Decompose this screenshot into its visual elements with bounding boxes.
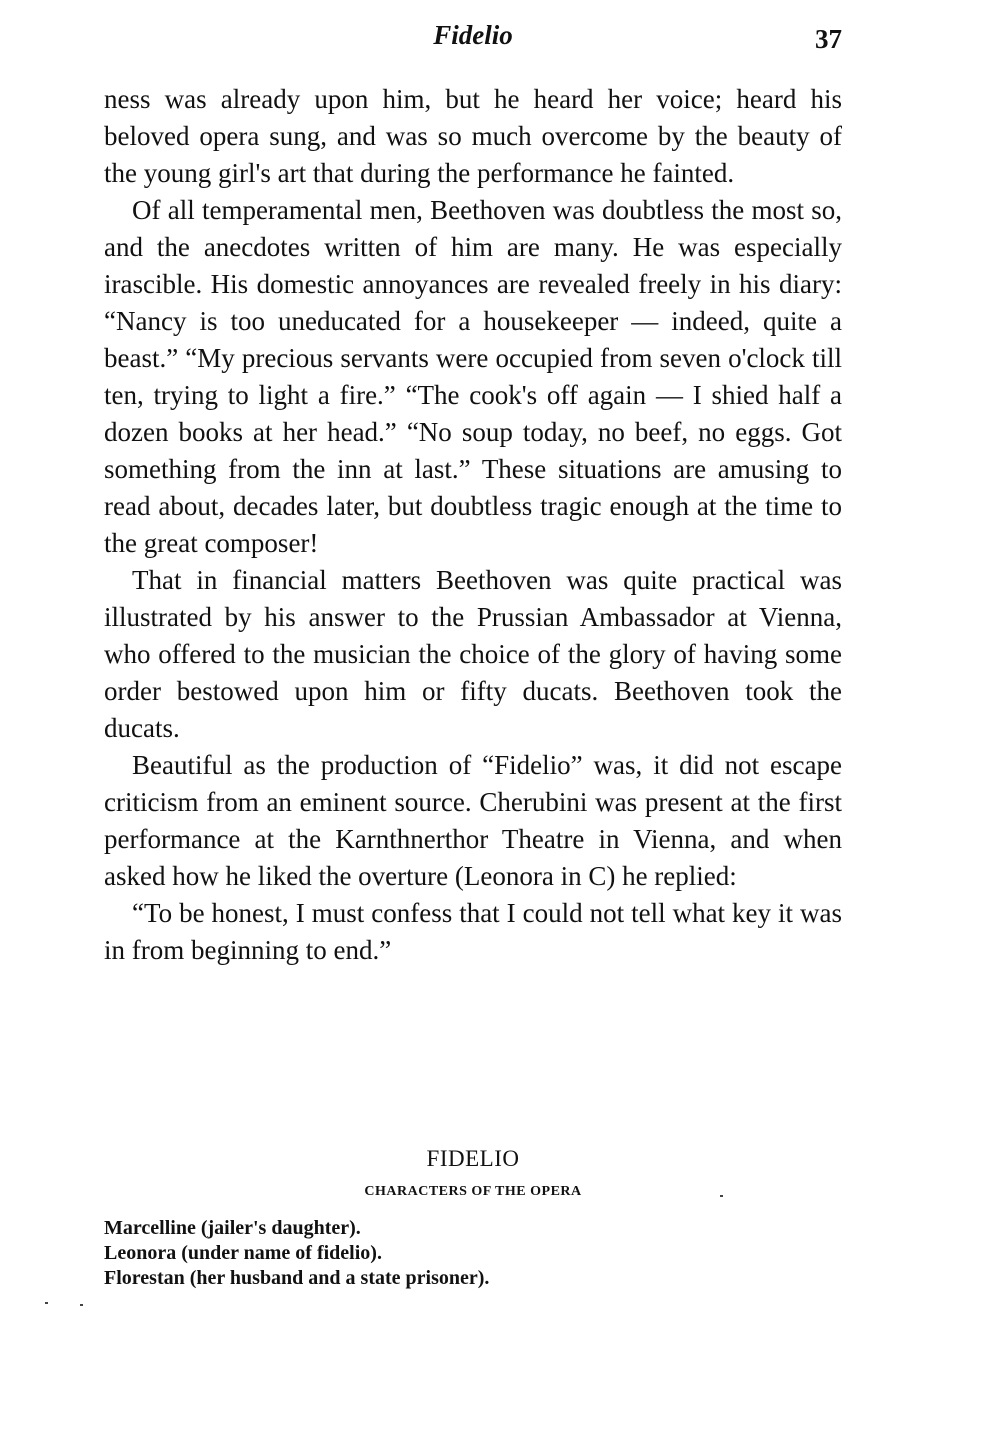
cast-title: FIDELIO — [426, 1146, 520, 1171]
paragraph: Of all temperamental men, Beethoven was doubtless the most so, and the anecdotes written of him are many. He was especially irascible. His domestic annoyances are revealed freely in his diary: “Nancy is too uneducated for a housekeeper — indeed, quite a beast.” “My precious servants were occupied from seven o'clock till ten, trying to light a fire.” “The cook's off again — I shied half a dozen books at her head.” “No soup today, no beef, no eggs. Got something from the inn at last.” These situations are amusing to read about, decades later, but doubtless tragic enough at the time to the great composer! — [104, 195, 842, 558]
cast-list-item: Leonora (under name of fidelio). — [104, 1242, 382, 1264]
cast-list-item: Marcelline (jailer's daughter). — [104, 1217, 361, 1239]
body-text — [104, 81, 842, 969]
paragraph: That in financial matters Beethoven was quite practical was illustrated by his answer to the Prussian Ambassador at Vienna, who offered to the musician the choice of the glory of having some order bestowed upon him or fifty ducats. Beethoven took the ducats. — [104, 565, 842, 743]
scan-speck — [720, 1195, 723, 1197]
cast-list-section — [104, 1146, 842, 1291]
paragraph: “To be honest, I must confess that I could not tell what key it was in from beginning to end.” — [104, 898, 842, 965]
cast-subtitle: CHARACTERS OF THE OPERA — [364, 1184, 582, 1199]
running-title: Fidelio — [433, 20, 513, 50]
cast-list — [104, 1216, 842, 1291]
cast-list-item: Florestan (her husband and a state prisoner). — [104, 1267, 490, 1289]
running-head — [104, 20, 842, 60]
paragraph: Beautiful as the production of “Fidelio” was, it did not escape criticism from an eminent source. Cherubini was present at the first performance at the Karnthnerthor Theatre in Vienna, and when asked how he liked the overture (Leonora in C) he replied: — [104, 750, 842, 891]
paragraph: ness was already upon him, but he heard her voice; heard his beloved opera sung, and was so much overcome by the beauty of the young girl's art that during the performance he fainted. — [104, 84, 842, 188]
scan-speck — [45, 1302, 48, 1304]
page-number: 37 — [815, 24, 842, 54]
scan-speck — [80, 1304, 83, 1306]
